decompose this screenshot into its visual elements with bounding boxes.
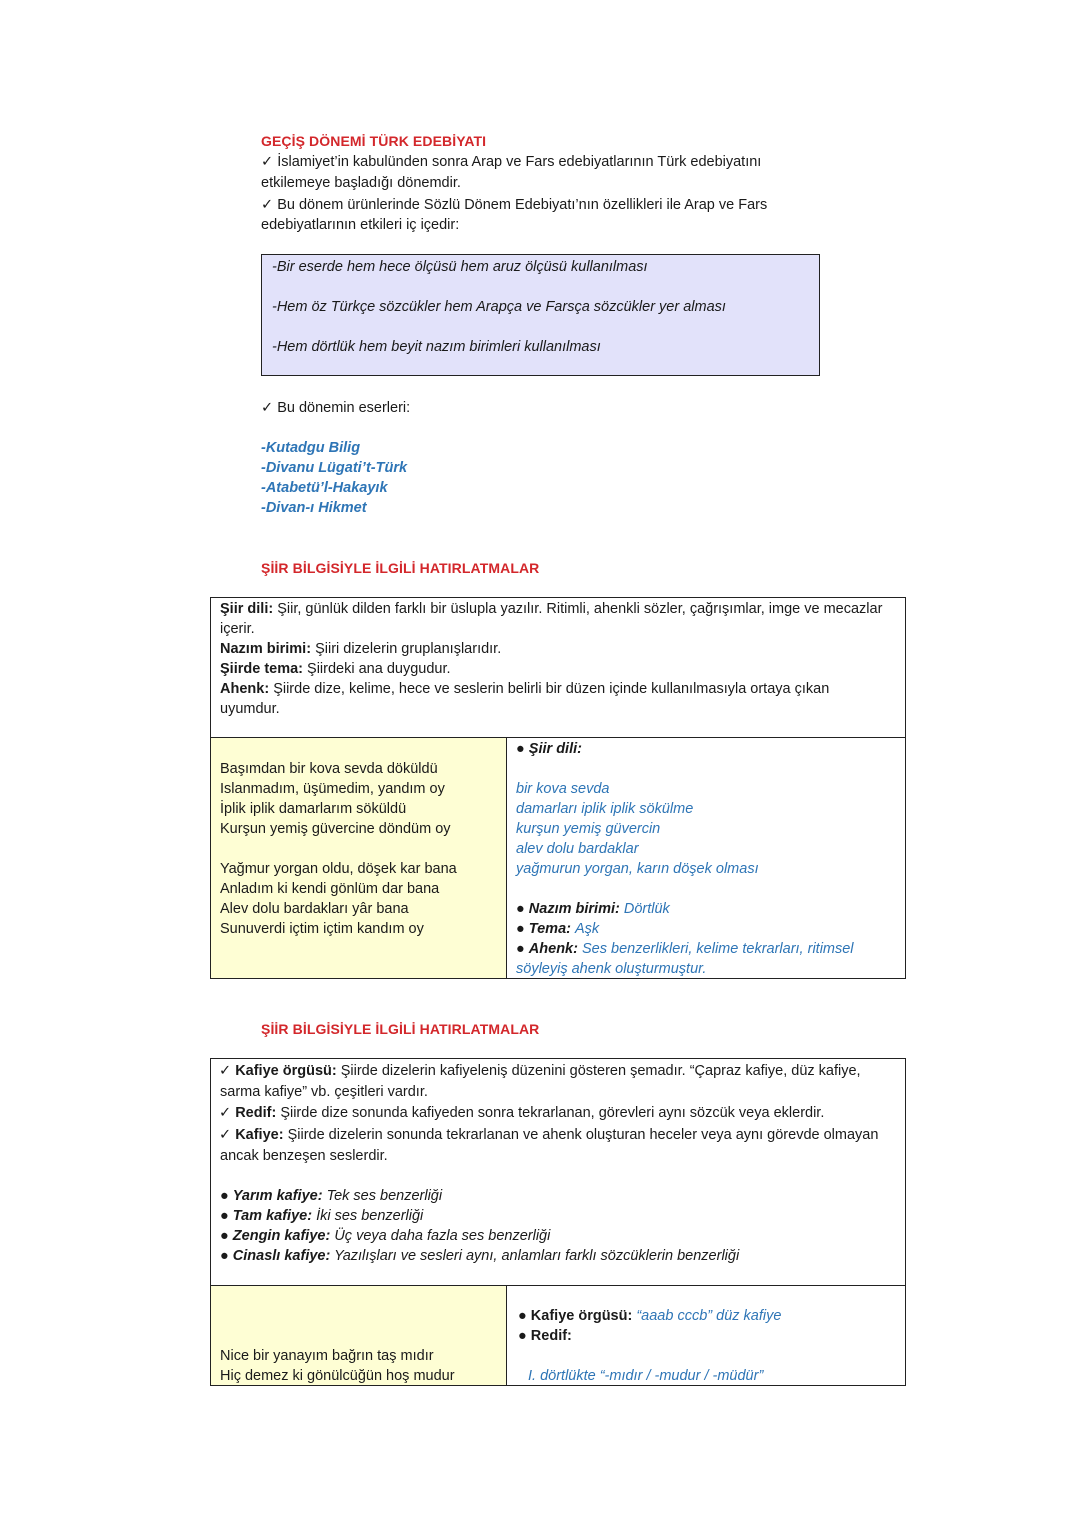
feature-item: -Hem öz Türkçe sözcükler hem Arapça ve Farsça sözcükler yer alması: [272, 299, 726, 315]
rhyme-type: ● Yarım kafiye: Tek ses benzerliği: [220, 1188, 443, 1204]
section-title: ŞİİR BİLGİSİYLE İLGİLİ HATIRLATMALAR: [261, 1021, 540, 1037]
rhyme-type: ● Zengin kafiye: Üç veya daha fazla ses benzerliği: [220, 1228, 551, 1244]
analysis-ahenk-cont: söyleyiş ahenk oluşturmuştur.: [516, 961, 707, 977]
bullet-icon: ●: [220, 1228, 229, 1244]
definition-ahenk: Ahenk: Şiirde dize, kelime, hece ve seslerin belirli bir düzen içinde kullanılmasıyla ortaya çıkan: [220, 681, 830, 697]
analysis-cell: [508, 738, 905, 978]
bullet-icon: ●: [220, 1208, 229, 1224]
paragraph-2: ✓ Bu dönem ürünlerinde Sözlü Dönem Edebiyatı’nın özellikleri ile Arap ve Fars: [261, 197, 768, 213]
analysis-item: bir kova sevda: [516, 781, 610, 797]
section-title: ŞİİR BİLGİSİYLE İLGİLİ HATIRLATMALAR: [261, 560, 540, 576]
rhyme-type: ● Tam kafiye: İki ses benzerliği: [220, 1208, 424, 1224]
analysis-heading: ● Şiir dili:: [516, 741, 582, 757]
bullet-icon: ●: [220, 1248, 229, 1264]
check-icon: ✓: [219, 1105, 232, 1121]
definition-nazim-birimi: Nazım birimi: Şiiri dizelerin gruplanışlarıdır.: [220, 641, 502, 657]
analysis-kafiye-orgusu: ● Kafiye örgüsü: “aaab cccb” düz kafiye: [518, 1308, 782, 1324]
definition-kafiye-cont: ancak benzeşen seslerdir.: [220, 1148, 388, 1164]
analysis-item: alev dolu bardaklar: [516, 841, 639, 857]
check-icon: ✓: [261, 400, 274, 416]
features-box: [261, 254, 820, 376]
analysis-ahenk: ● Ahenk: Ses benzerlikleri, kelime tekrarları, ritimsel: [516, 941, 854, 957]
poem-line: Başımdan bir kova sevda döküldü: [220, 761, 438, 777]
work-item: -Atabetü’l-Hakayık: [261, 480, 388, 496]
poem-line: Kurşun yemiş güvercine döndüm oy: [220, 821, 451, 837]
rhyme-definitions-cell: [211, 1059, 905, 1285]
poem-line: Anladım ki kendi gönlüm dar bana: [220, 881, 440, 897]
work-item: -Divanu Lügati’t-Türk: [261, 460, 408, 476]
poem-line: Alev dolu bardakları yâr bana: [220, 901, 409, 917]
bullet-icon: ●: [516, 921, 525, 937]
bullet-icon: ●: [516, 901, 525, 917]
column-divider: [506, 738, 507, 978]
definitions-cell: [211, 598, 905, 738]
poem-line: Islanmadım, üşümedim, yandım oy: [220, 781, 445, 797]
bullet-icon: ●: [518, 1328, 527, 1344]
feature-item: -Hem dörtlük hem beyit nazım birimleri kullanılması: [272, 339, 601, 355]
poem-line: Nice bir yanayım bağrın taş mıdır: [220, 1348, 434, 1364]
poem-line: Yağmur yorgan oldu, döşek kar bana: [220, 861, 457, 877]
bullet-icon: ●: [220, 1188, 229, 1204]
column-divider: [506, 1286, 507, 1385]
analysis-tema: ● Tema: Aşk: [516, 921, 600, 937]
work-item: -Kutadgu Bilig: [261, 440, 361, 456]
definition-ahenk-cont: uyumdur.: [220, 701, 280, 717]
bullet-icon: ●: [516, 941, 525, 957]
work-item: -Divan-ı Hikmet: [261, 500, 367, 516]
paragraph-1-cont: etkilemeye başladığı dönemdir.: [261, 175, 461, 191]
bullet-icon: ●: [516, 741, 525, 757]
check-icon: ✓: [219, 1063, 232, 1079]
analysis-nazim: ● Nazım birimi: Dörtlük: [516, 901, 670, 917]
analysis-redif: ● Redif:: [518, 1328, 572, 1344]
bullet-icon: ●: [518, 1308, 527, 1324]
paragraph-2-cont: edebiyatlarının etkileri iç içedir:: [261, 217, 460, 233]
definition-tema: Şiirde tema: Şiirdeki ana duygudur.: [220, 661, 451, 677]
analysis-item: damarları iplik iplik sökülme: [516, 801, 694, 817]
rhyme-analysis-cell: [508, 1286, 905, 1385]
poem-line: Hiç demez ki gönülcüğün hoş mudur: [220, 1368, 455, 1384]
analysis-item: yağmurun yorgan, karın döşek olması: [516, 861, 759, 877]
definition-redif: ✓ Redif: Şiirde dize sonunda kafiyeden sonra tekrarlanan, görevleri aynı sözcük veya eklerdir.: [219, 1105, 825, 1121]
rhyme-table: [210, 1058, 906, 1386]
poem-line: İplik iplik damarlarım söküldü: [220, 801, 407, 817]
definition-kafiye-orgusu-cont: sarma kafiye” vb. çeşitleri vardır.: [220, 1084, 428, 1100]
section-title: GEÇİŞ DÖNEMİ TÜRK EDEBİYATI: [261, 133, 487, 149]
definition-siir-dili-cont: içerir.: [220, 621, 255, 637]
rhyme-type: ● Cinaslı kafiye: Yazılışları ve sesleri aynı, anlamları farklı sözcüklerin benzerliği: [220, 1248, 740, 1264]
poem-cell: [211, 738, 507, 978]
definition-kafiye: ✓ Kafiye: Şiirde dizelerin sonunda tekrarlanan ve ahenk oluşturan heceler veya aynı görevde olmayan: [219, 1127, 879, 1143]
poem-cell: [211, 1286, 507, 1385]
analysis-item: kurşun yemiş güvercin: [516, 821, 661, 837]
definition-kafiye-orgusu: ✓ Kafiye örgüsü: Şiirde dizelerin kafiyeleniş düzenini gösteren şemadır. “Çapraz kafiye, düz kafiye,: [219, 1063, 861, 1079]
check-icon: ✓: [261, 154, 274, 170]
check-icon: ✓: [219, 1127, 232, 1143]
poem-line: Sunuverdi içtim içtim kandım oy: [220, 921, 424, 937]
analysis-redif-value: I. dörtlükte “-mıdır / -mudur / -müdür”: [528, 1368, 764, 1384]
paragraph-1: ✓ İslamiyet’in kabulünden sonra Arap ve Fars edebiyatlarının Türk edebiyatını: [261, 154, 762, 170]
definitions-table: [210, 597, 906, 979]
feature-item: -Bir eserde hem hece ölçüsü hem aruz ölçüsü kullanılması: [272, 259, 648, 275]
check-icon: ✓: [261, 197, 274, 213]
definition-siir-dili: Şiir dili: Şiir, günlük dilden farklı bir üslupla yazılır. Ritimli, ahenkli sözler, çağrışımlar, imge ve mecazlar: [220, 601, 883, 617]
works-intro: ✓ Bu dönemin eserleri:: [261, 400, 411, 416]
